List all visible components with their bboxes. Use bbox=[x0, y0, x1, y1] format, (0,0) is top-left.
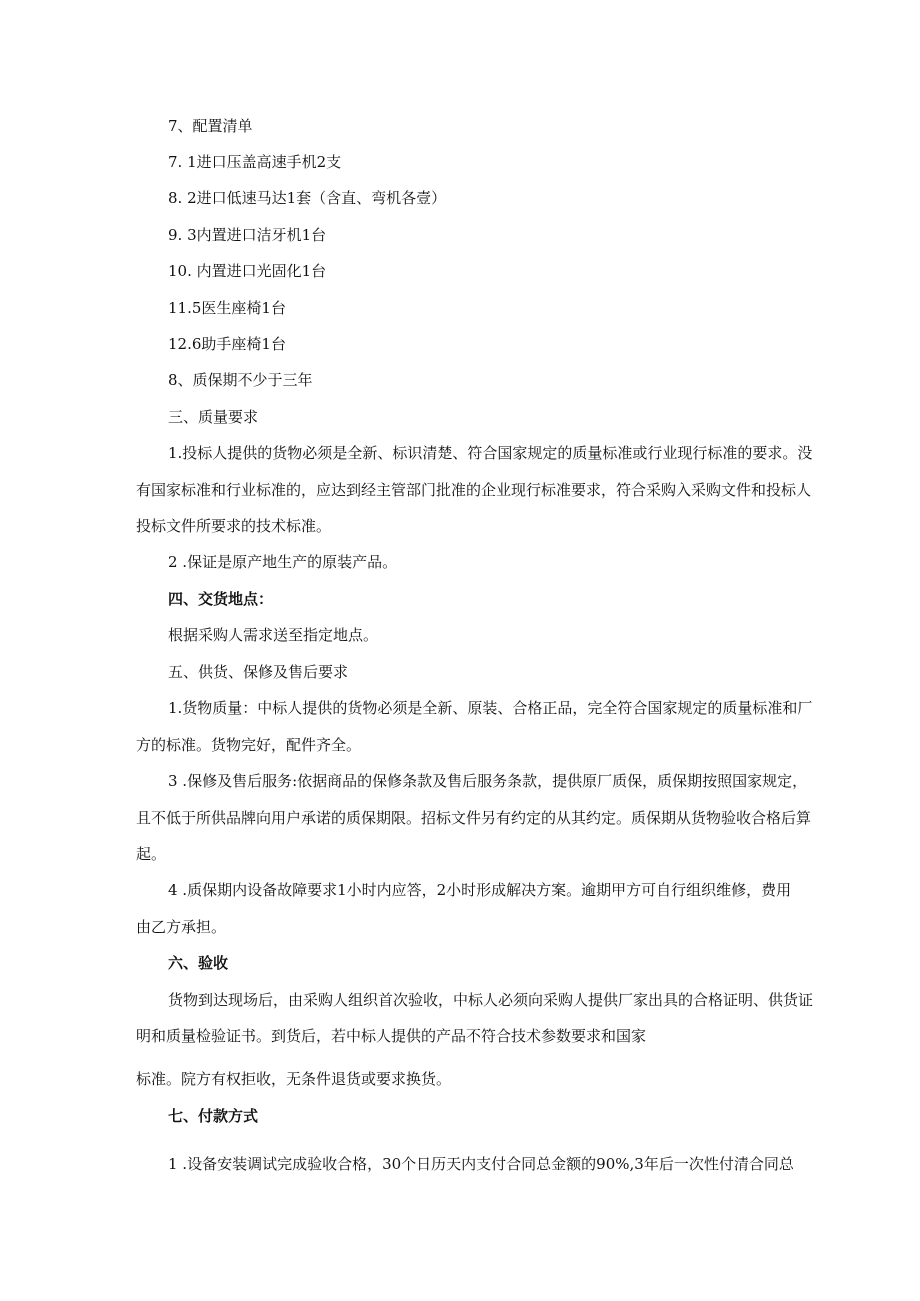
section-heading-payment: 七、付款方式 bbox=[168, 1107, 259, 1125]
paragraph-line: 1 .设备安装调试完成验收合格，30个日历天内支付合同总金额的90%,3年后一次性付清合同总 bbox=[168, 1155, 794, 1173]
paragraph-line: 起。 bbox=[136, 845, 167, 863]
config-item: 9. 3内置进口洁牙机1台 bbox=[168, 226, 327, 244]
paragraph-line: 投标文件所要求的技术标准。 bbox=[136, 517, 332, 535]
warranty-line: 8、质保期不少于三年 bbox=[168, 371, 313, 389]
config-item: 10. 内置进口光固化1台 bbox=[168, 262, 327, 280]
section-heading-acceptance: 六、验收 bbox=[168, 954, 229, 972]
paragraph-line: 货物到达现场后，由采购人组织首次验收，中标人必须向采购人提供厂家出具的合格证明、供货证 bbox=[168, 991, 814, 1009]
paragraph-line: 1.货物质量：中标人提供的货物必须是全新、原装、合格正品，完全符合国家规定的质量标准和厂 bbox=[168, 699, 813, 717]
section-heading-quality: 三、质量要求 bbox=[168, 408, 259, 426]
paragraph-line: 明和质量检验证书。到货后，若中标人提供的产品不符合技术参数要求和国家 bbox=[136, 1027, 647, 1045]
paragraph-line: 4 .质保期内设备故障要求1小时内应答，2小时形成解决方案。逾期甲方可自行组织维修，费用 bbox=[168, 881, 792, 899]
paragraph-line: 有国家标准和行业标准的，应达到经主管部门批准的企业现行标准要求，符合采购入采购文件和投标人 bbox=[136, 481, 812, 499]
config-list-heading: 7、配置清单 bbox=[168, 117, 253, 135]
config-item: 12.6助手座椅1台 bbox=[168, 335, 286, 353]
paragraph-line: 1.投标人提供的货物必须是全新、标识清楚、符合国家规定的质量标准或行业现行标准的要求。没 bbox=[168, 444, 813, 462]
section-heading-supply: 五、供货、保修及售后要求 bbox=[168, 663, 349, 681]
paragraph-line: 2 .保证是原产地生产的原装产品。 bbox=[168, 553, 398, 571]
paragraph-line: 方的标准。货物完好，配件齐全。 bbox=[136, 736, 362, 754]
config-item: 8. 2进口低速马达1套（含直、弯机各壹） bbox=[168, 189, 447, 207]
config-item: 7. 1进口压盖高速手机2支 bbox=[168, 153, 342, 171]
config-item: 11.5医生座椅1台 bbox=[168, 299, 286, 317]
paragraph-line: 由乙方承担。 bbox=[136, 918, 227, 936]
paragraph-line: 3 .保修及售后服务:依据商品的保修条款及售后服务条款，提供原厂质保，质保期按照国家规定， bbox=[168, 772, 808, 790]
paragraph-line: 标准。院方有权拒收，无条件退货或要求换货。 bbox=[136, 1070, 452, 1088]
paragraph-line: 且不低于所供品牌向用户承诺的质保期限。招标文件另有约定的从其约定。质保期从货物验收合格后算 bbox=[136, 809, 812, 827]
paragraph-line: 根据采购人需求送至指定地点。 bbox=[168, 626, 379, 644]
section-heading-delivery: 四、交货地点： bbox=[168, 590, 274, 608]
